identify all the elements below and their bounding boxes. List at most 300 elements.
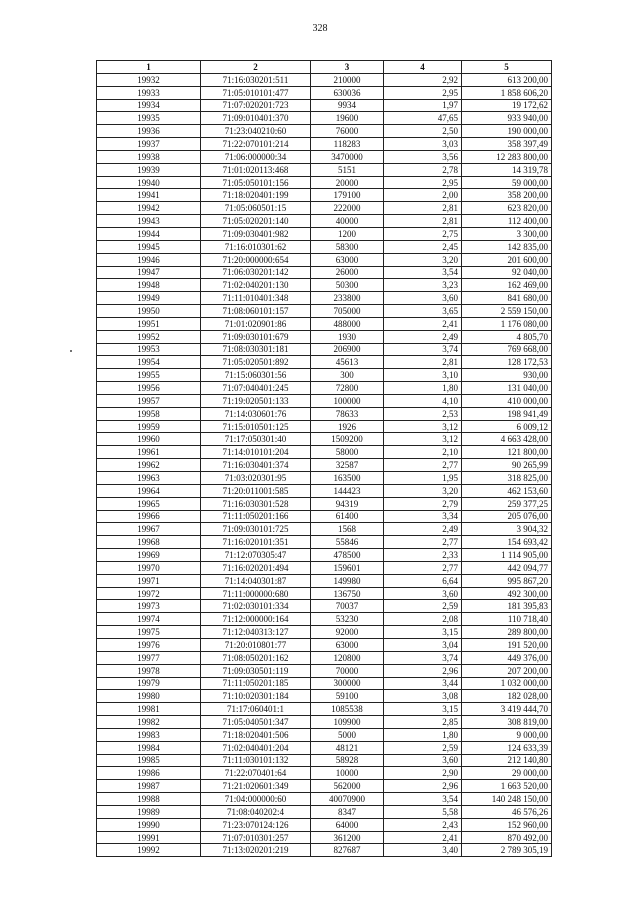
column-header-4: 4	[384, 61, 462, 74]
area-cell: 40070900	[311, 793, 384, 806]
cadastral-value-cell: 870 492,00	[462, 831, 552, 844]
area-cell: 300000	[311, 677, 384, 690]
row-number-cell: 19958	[97, 407, 201, 420]
specific-value-cell: 3,60	[384, 754, 462, 767]
row-number-cell: 19968	[97, 536, 201, 549]
specific-value-cell: 2,77	[384, 459, 462, 472]
specific-value-cell: 3,15	[384, 626, 462, 639]
table-row	[97, 459, 552, 472]
cadastral-value-cell: 933 940,00	[462, 112, 552, 125]
cadastral-value-cell: 152 960,00	[462, 818, 552, 831]
cadastral-value-cell: 12 283 800,00	[462, 150, 552, 163]
cadastral-value-cell: 449 376,00	[462, 651, 552, 664]
table-row	[97, 292, 552, 305]
row-number-cell: 19967	[97, 523, 201, 536]
row-number-cell: 19986	[97, 767, 201, 780]
area-cell: 159601	[311, 561, 384, 574]
area-cell: 1926	[311, 420, 384, 433]
specific-value-cell: 2,00	[384, 189, 462, 202]
row-number-cell: 19976	[97, 638, 201, 651]
cadastral-value-cell: 2 789 305,19	[462, 844, 552, 857]
specific-value-cell: 2,95	[384, 86, 462, 99]
cadastral-number-cell: 71:11:000000:680	[201, 587, 311, 600]
specific-value-cell: 3,54	[384, 793, 462, 806]
table-row	[97, 690, 552, 703]
cadastral-value-cell: 112 400,00	[462, 215, 552, 228]
cadastral-value-cell: 1 176 080,00	[462, 317, 552, 330]
specific-value-cell: 6,64	[384, 574, 462, 587]
specific-value-cell: 3,20	[384, 253, 462, 266]
cadastral-number-cell: 71:21:020601:349	[201, 780, 311, 793]
row-number-cell: 19932	[97, 73, 201, 86]
area-cell: 48121	[311, 741, 384, 754]
row-number-cell: 19947	[97, 266, 201, 279]
specific-value-cell: 3,10	[384, 369, 462, 382]
cadastral-value-cell: 2 559 150,00	[462, 305, 552, 318]
row-number-cell: 19987	[97, 780, 201, 793]
specific-value-cell: 2,75	[384, 227, 462, 240]
cadastral-value-cell: 841 680,00	[462, 292, 552, 305]
row-number-cell: 19957	[97, 394, 201, 407]
cadastral-number-cell: 71:16:030401:374	[201, 459, 311, 472]
area-cell: 630036	[311, 86, 384, 99]
area-cell: 72800	[311, 382, 384, 395]
cadastral-number-cell: 71:03:020301:95	[201, 472, 311, 485]
table-row	[97, 138, 552, 151]
cadastral-number-cell: 71:01:020113:468	[201, 163, 311, 176]
cadastral-value-cell: 1 858 606,20	[462, 86, 552, 99]
row-number-cell: 19938	[97, 150, 201, 163]
specific-value-cell: 3,20	[384, 484, 462, 497]
specific-value-cell: 3,44	[384, 677, 462, 690]
cadastral-number-cell: 71:23:040210:60	[201, 125, 311, 138]
row-number-cell: 19983	[97, 728, 201, 741]
area-cell: 136750	[311, 587, 384, 600]
area-cell: 9934	[311, 99, 384, 112]
area-cell: 144423	[311, 484, 384, 497]
row-number-cell: 19940	[97, 176, 201, 189]
cadastral-number-cell: 71:20:011001:585	[201, 484, 311, 497]
cadastral-value-cell: 121 800,00	[462, 446, 552, 459]
area-cell: 63000	[311, 253, 384, 266]
cadastral-value-cell: 128 172,53	[462, 356, 552, 369]
specific-value-cell: 5,58	[384, 805, 462, 818]
table-row	[97, 330, 552, 343]
cadastral-value-cell: 131 040,00	[462, 382, 552, 395]
cadastral-number-cell: 71:20:010801:77	[201, 638, 311, 651]
row-number-cell: 19961	[97, 446, 201, 459]
scan-speck	[70, 350, 72, 352]
column-header-1: 1	[97, 61, 201, 74]
row-number-cell: 19981	[97, 703, 201, 716]
cadastral-value-cell: 410 000,00	[462, 394, 552, 407]
table-row	[97, 728, 552, 741]
specific-value-cell: 2,10	[384, 446, 462, 459]
area-cell: 206900	[311, 343, 384, 356]
specific-value-cell: 2,96	[384, 780, 462, 793]
row-number-cell: 19979	[97, 677, 201, 690]
cadastral-number-cell: 71:12:000000:164	[201, 613, 311, 626]
cadastral-value-cell: 1 114 905,00	[462, 549, 552, 562]
row-number-cell: 19939	[97, 163, 201, 176]
area-cell: 149980	[311, 574, 384, 587]
specific-value-cell: 2,85	[384, 716, 462, 729]
row-number-cell: 19956	[97, 382, 201, 395]
cadastral-number-cell: 71:02:030101:334	[201, 600, 311, 613]
page-number: 328	[312, 23, 328, 34]
specific-value-cell: 2,78	[384, 163, 462, 176]
area-cell: 78633	[311, 407, 384, 420]
row-number-cell: 19948	[97, 279, 201, 292]
specific-value-cell: 3,40	[384, 844, 462, 857]
specific-value-cell: 3,74	[384, 343, 462, 356]
table-row	[97, 536, 552, 549]
row-number-cell: 19933	[97, 86, 201, 99]
table-row	[97, 561, 552, 574]
table-row	[97, 587, 552, 600]
table-row	[97, 317, 552, 330]
cadastral-number-cell: 71:07:010301:257	[201, 831, 311, 844]
table-row	[97, 741, 552, 754]
cadastral-number-cell: 71:20:000000:654	[201, 253, 311, 266]
specific-value-cell: 2,41	[384, 317, 462, 330]
table-row	[97, 215, 552, 228]
cadastral-value-cell: 90 265,99	[462, 459, 552, 472]
row-number-cell: 19980	[97, 690, 201, 703]
specific-value-cell: 1,80	[384, 728, 462, 741]
area-cell: 94319	[311, 497, 384, 510]
cadastral-number-cell: 71:18:020401:506	[201, 728, 311, 741]
table-row	[97, 176, 552, 189]
cadastral-number-cell: 71:07:020201:723	[201, 99, 311, 112]
specific-value-cell: 3,23	[384, 279, 462, 292]
table-row	[97, 472, 552, 485]
cadastral-number-cell: 71:07:040401:245	[201, 382, 311, 395]
specific-value-cell: 3,08	[384, 690, 462, 703]
specific-value-cell: 3,34	[384, 510, 462, 523]
cadastral-value-cell: 623 820,00	[462, 202, 552, 215]
table-row	[97, 651, 552, 664]
table-row	[97, 484, 552, 497]
area-cell: 233800	[311, 292, 384, 305]
cadastral-number-cell: 71:09:030501:119	[201, 664, 311, 677]
row-number-cell: 19949	[97, 292, 201, 305]
area-cell: 63000	[311, 638, 384, 651]
area-cell: 827687	[311, 844, 384, 857]
row-number-cell: 19954	[97, 356, 201, 369]
cadastral-number-cell: 71:16:030301:528	[201, 497, 311, 510]
area-cell: 163500	[311, 472, 384, 485]
area-cell: 50300	[311, 279, 384, 292]
row-number-cell: 19970	[97, 561, 201, 574]
cadastral-value-table	[96, 60, 552, 857]
area-cell: 1568	[311, 523, 384, 536]
area-cell: 705000	[311, 305, 384, 318]
specific-value-cell: 3,60	[384, 587, 462, 600]
area-cell: 118283	[311, 138, 384, 151]
cadastral-value-cell: 4 663 428,00	[462, 433, 552, 446]
specific-value-cell: 2,49	[384, 523, 462, 536]
cadastral-value-cell: 182 028,00	[462, 690, 552, 703]
specific-value-cell: 3,04	[384, 638, 462, 651]
area-cell: 1200	[311, 227, 384, 240]
specific-value-cell: 2,33	[384, 549, 462, 562]
row-number-cell: 19946	[97, 253, 201, 266]
area-cell: 1085538	[311, 703, 384, 716]
row-number-cell: 19984	[97, 741, 201, 754]
cadastral-number-cell: 71:15:060301:56	[201, 369, 311, 382]
cadastral-value-cell: 769 668,00	[462, 343, 552, 356]
specific-value-cell: 2,79	[384, 497, 462, 510]
cadastral-number-cell: 71:09:010401:370	[201, 112, 311, 125]
cadastral-value-cell: 442 094,77	[462, 561, 552, 574]
row-number-cell: 19960	[97, 433, 201, 446]
column-header-5: 5	[462, 61, 552, 74]
cadastral-value-cell: 3 300,00	[462, 227, 552, 240]
cadastral-value-cell: 201 600,00	[462, 253, 552, 266]
table-row	[97, 99, 552, 112]
cadastral-number-cell: 71:22:070101:214	[201, 138, 311, 151]
cadastral-number-cell: 71:10:020301:184	[201, 690, 311, 703]
specific-value-cell: 3,74	[384, 651, 462, 664]
cadastral-value-cell: 492 300,00	[462, 587, 552, 600]
cadastral-value-cell: 140 248 150,00	[462, 793, 552, 806]
area-cell: 20000	[311, 176, 384, 189]
table-row	[97, 613, 552, 626]
specific-value-cell: 2,92	[384, 73, 462, 86]
table-row	[97, 446, 552, 459]
row-number-cell: 19992	[97, 844, 201, 857]
row-number-cell: 19985	[97, 754, 201, 767]
cadastral-value-cell: 358 397,49	[462, 138, 552, 151]
table-row	[97, 767, 552, 780]
area-cell: 55846	[311, 536, 384, 549]
specific-value-cell: 2,77	[384, 561, 462, 574]
area-cell: 59100	[311, 690, 384, 703]
cadastral-number-cell: 71:06:000000:34	[201, 150, 311, 163]
table-row	[97, 150, 552, 163]
table-row	[97, 844, 552, 857]
cadastral-number-cell: 71:05:010101:477	[201, 86, 311, 99]
cadastral-value-cell: 930,00	[462, 369, 552, 382]
table-row	[97, 407, 552, 420]
cadastral-number-cell: 71:19:020501:133	[201, 394, 311, 407]
specific-value-cell: 3,12	[384, 433, 462, 446]
table-row	[97, 677, 552, 690]
cadastral-value-cell: 142 835,00	[462, 240, 552, 253]
cadastral-value-cell: 4 805,70	[462, 330, 552, 343]
specific-value-cell: 1,80	[384, 382, 462, 395]
column-header-3: 3	[311, 61, 384, 74]
cadastral-value-cell: 162 469,00	[462, 279, 552, 292]
row-number-cell: 19955	[97, 369, 201, 382]
specific-value-cell: 2,50	[384, 125, 462, 138]
specific-value-cell: 2,81	[384, 202, 462, 215]
table-row	[97, 73, 552, 86]
table-row	[97, 510, 552, 523]
table-row	[97, 497, 552, 510]
row-number-cell: 19950	[97, 305, 201, 318]
table-row	[97, 266, 552, 279]
table-body	[97, 73, 552, 856]
row-number-cell: 19962	[97, 459, 201, 472]
area-cell: 58300	[311, 240, 384, 253]
area-cell: 222000	[311, 202, 384, 215]
cadastral-value-cell: 190 000,00	[462, 125, 552, 138]
table-row	[97, 202, 552, 215]
table-row	[97, 831, 552, 844]
table-row	[97, 369, 552, 382]
table-row	[97, 253, 552, 266]
table-row	[97, 240, 552, 253]
area-cell: 300	[311, 369, 384, 382]
table-row	[97, 305, 552, 318]
cadastral-value-cell: 191 520,00	[462, 638, 552, 651]
area-cell: 40000	[311, 215, 384, 228]
cadastral-number-cell: 71:12:070305:47	[201, 549, 311, 562]
table-row	[97, 189, 552, 202]
cadastral-number-cell: 71:05:020501:892	[201, 356, 311, 369]
cadastral-value-cell: 92 040,00	[462, 266, 552, 279]
area-cell: 8347	[311, 805, 384, 818]
cadastral-number-cell: 71:11:050201:166	[201, 510, 311, 523]
cadastral-number-cell: 71:12:040313:127	[201, 626, 311, 639]
specific-value-cell: 2,96	[384, 664, 462, 677]
table-row	[97, 600, 552, 613]
table-row	[97, 574, 552, 587]
cadastral-number-cell: 71:16:020101:351	[201, 536, 311, 549]
cadastral-value-cell: 1 032 000,00	[462, 677, 552, 690]
row-number-cell: 19977	[97, 651, 201, 664]
row-number-cell: 19963	[97, 472, 201, 485]
specific-value-cell: 2,77	[384, 536, 462, 549]
table-row	[97, 163, 552, 176]
table-row	[97, 793, 552, 806]
table-row	[97, 664, 552, 677]
cadastral-value-cell: 259 377,25	[462, 497, 552, 510]
table-row	[97, 343, 552, 356]
area-cell: 76000	[311, 125, 384, 138]
specific-value-cell: 3,56	[384, 150, 462, 163]
cadastral-number-cell: 71:13:020201:219	[201, 844, 311, 857]
cadastral-number-cell: 71:01:020901:86	[201, 317, 311, 330]
cadastral-value-cell: 358 200,00	[462, 189, 552, 202]
specific-value-cell: 2,45	[384, 240, 462, 253]
specific-value-cell: 2,53	[384, 407, 462, 420]
row-number-cell: 19945	[97, 240, 201, 253]
area-cell: 26000	[311, 266, 384, 279]
row-number-cell: 19944	[97, 227, 201, 240]
row-number-cell: 19934	[97, 99, 201, 112]
row-number-cell: 19952	[97, 330, 201, 343]
specific-value-cell: 47,65	[384, 112, 462, 125]
table-row	[97, 227, 552, 240]
cadastral-number-cell: 71:16:010301:62	[201, 240, 311, 253]
cadastral-value-cell: 154 693,42	[462, 536, 552, 549]
cadastral-number-cell: 71:09:030101:725	[201, 523, 311, 536]
cadastral-value-cell: 3 419 444,70	[462, 703, 552, 716]
area-cell: 109900	[311, 716, 384, 729]
area-cell: 478500	[311, 549, 384, 562]
cadastral-value-cell: 14 319,78	[462, 163, 552, 176]
cadastral-value-cell: 207 200,00	[462, 664, 552, 677]
row-number-cell: 19973	[97, 600, 201, 613]
specific-value-cell: 3,54	[384, 266, 462, 279]
row-number-cell: 19935	[97, 112, 201, 125]
specific-value-cell: 2,81	[384, 356, 462, 369]
cadastral-number-cell: 71:11:010401:348	[201, 292, 311, 305]
area-cell: 1930	[311, 330, 384, 343]
cadastral-value-cell: 462 153,60	[462, 484, 552, 497]
area-cell: 100000	[311, 394, 384, 407]
cadastral-value-cell: 59 000,00	[462, 176, 552, 189]
area-cell: 120800	[311, 651, 384, 664]
cadastral-value-cell: 1 663 520,00	[462, 780, 552, 793]
cadastral-number-cell: 71:16:030201:511	[201, 73, 311, 86]
area-cell: 64000	[311, 818, 384, 831]
cadastral-number-cell: 71:08:060101:157	[201, 305, 311, 318]
area-cell: 488000	[311, 317, 384, 330]
row-number-cell: 19974	[97, 613, 201, 626]
row-number-cell: 19966	[97, 510, 201, 523]
row-number-cell: 19959	[97, 420, 201, 433]
area-cell: 3470000	[311, 150, 384, 163]
row-number-cell: 19972	[97, 587, 201, 600]
specific-value-cell: 3,12	[384, 420, 462, 433]
area-cell: 58928	[311, 754, 384, 767]
area-cell: 19600	[311, 112, 384, 125]
cadastral-value-cell: 995 867,20	[462, 574, 552, 587]
table-row	[97, 420, 552, 433]
cadastral-value-cell: 212 140,80	[462, 754, 552, 767]
cadastral-value-cell: 3 904,32	[462, 523, 552, 536]
column-header-2: 2	[201, 61, 311, 74]
cadastral-value-cell: 308 819,00	[462, 716, 552, 729]
cadastral-value-cell: 29 000,00	[462, 767, 552, 780]
cadastral-number-cell: 71:05:020201:140	[201, 215, 311, 228]
table-row	[97, 125, 552, 138]
cadastral-number-cell: 71:14:010101:204	[201, 446, 311, 459]
cadastral-value-cell: 9 000,00	[462, 728, 552, 741]
area-cell: 5000	[311, 728, 384, 741]
row-number-cell: 19943	[97, 215, 201, 228]
table-row	[97, 356, 552, 369]
area-cell: 32587	[311, 459, 384, 472]
specific-value-cell: 1,95	[384, 472, 462, 485]
cadastral-number-cell: 71:16:020201:494	[201, 561, 311, 574]
table-row	[97, 716, 552, 729]
row-number-cell: 19936	[97, 125, 201, 138]
area-cell: 53230	[311, 613, 384, 626]
table-row	[97, 626, 552, 639]
cadastral-number-cell: 71:11:030101:132	[201, 754, 311, 767]
cadastral-number-cell: 71:08:050201:162	[201, 651, 311, 664]
area-cell: 58000	[311, 446, 384, 459]
cadastral-value-cell: 318 825,00	[462, 472, 552, 485]
area-cell: 70037	[311, 600, 384, 613]
row-number-cell: 19953	[97, 343, 201, 356]
cadastral-number-cell: 71:02:040401:204	[201, 741, 311, 754]
cadastral-number-cell: 71:15:010501:125	[201, 420, 311, 433]
cadastral-number-cell: 71:04:000000:60	[201, 793, 311, 806]
cadastral-number-cell: 71:05:050101:156	[201, 176, 311, 189]
area-cell: 70000	[311, 664, 384, 677]
cadastral-number-cell: 71:09:030401:982	[201, 227, 311, 240]
area-cell: 5151	[311, 163, 384, 176]
cadastral-number-cell: 71:06:030201:142	[201, 266, 311, 279]
specific-value-cell: 1,97	[384, 99, 462, 112]
area-cell: 92000	[311, 626, 384, 639]
